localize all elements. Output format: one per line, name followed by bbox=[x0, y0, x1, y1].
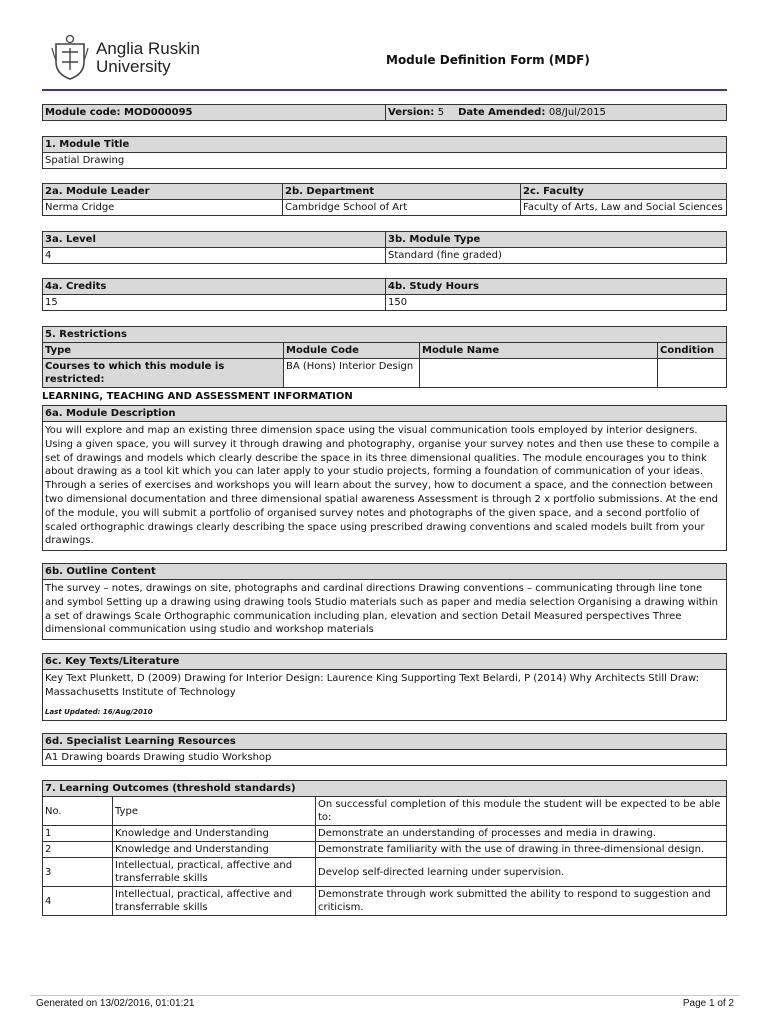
form-title: Module Definition Form (MDF) bbox=[386, 53, 590, 67]
col-outcome: On successful completion of this module the student will be expected to be able to: bbox=[318, 799, 721, 823]
table-row bbox=[43, 887, 726, 916]
learning-outcomes-heading: 7. Learning Outcomes (threshold standards) bbox=[43, 781, 726, 796]
col-type: Type bbox=[43, 343, 284, 358]
outline-content-heading: 6b. Outline Content bbox=[43, 564, 726, 579]
study-hours-value: 150 bbox=[388, 297, 408, 308]
faculty-label: 2c. Faculty bbox=[523, 186, 584, 197]
module-info-table bbox=[42, 104, 727, 121]
outcome-type: Intellectual, practical, affective and transferrable skills bbox=[113, 887, 316, 915]
version-value: 5 bbox=[437, 107, 445, 118]
last-updated: Last Updated: 16/Aug/2010 bbox=[45, 707, 153, 716]
col-condition: Condition bbox=[660, 345, 715, 356]
study-hours-label: 4b. Study Hours bbox=[388, 281, 479, 292]
module-code: MOD000095 bbox=[124, 107, 193, 118]
footer-rule bbox=[30, 995, 740, 996]
leader-label: 2a. Module Leader bbox=[43, 184, 283, 199]
restriction-row-condition bbox=[658, 359, 726, 387]
outcome-type: Intellectual, practical, affective and transferrable skills bbox=[113, 858, 316, 886]
dept-label: 2b. Department bbox=[283, 184, 521, 199]
leader-table bbox=[42, 183, 727, 216]
outline-content-table bbox=[42, 563, 727, 640]
module-description-text: You will explore and map an existing three dimension space using the visual communication tools employed by interior designers. Using a given space, you will survey it through drawing and photography, organise your survey notes and then use these to compile a set of drawings and models which clearly describe the space in its three dimensional qualities. The module encourages you to think about drawing as a tool kit which you can later apply to your studio projects, forming a foundation of communication of your ideas. Through a series of exercises and workshops you will learn about the survey, how to document a space, and the connection between two dimensional documentation and three dimensional spatial awareness Assessment is through 2 x portfolio submissions. At the end of the module, you will submit a portfolio of organised survey notes and photographs of the given space, and a second portfolio of scaled orthographic drawings clearly describing the space using prescribed drawing conventions and scaled models built from your drawings. bbox=[45, 425, 720, 547]
crest-icon bbox=[50, 34, 90, 80]
outcome-text: Demonstrate through work submitted the ability to respond to suggestion and criticism. bbox=[318, 889, 711, 913]
page-number: Page 1 of 2 bbox=[682, 998, 734, 1009]
restrictions-heading: 5. Restrictions bbox=[43, 327, 726, 342]
col-module-code: Module Code bbox=[284, 343, 420, 358]
university-logo bbox=[50, 32, 220, 84]
level-table bbox=[42, 231, 727, 264]
outcome-type: Knowledge and Understanding bbox=[113, 842, 316, 857]
outcome-text: Develop self-directed learning under supervision. bbox=[318, 866, 565, 878]
outcome-no: 3 bbox=[43, 858, 113, 886]
credits-table bbox=[42, 278, 727, 311]
credits-value: 15 bbox=[43, 295, 386, 310]
outcome-text: Demonstrate an understanding of processes and media in drawing. bbox=[318, 828, 656, 839]
header-rule bbox=[42, 89, 727, 91]
logo-line-1: Anglia Ruskin bbox=[96, 39, 200, 58]
amended-value: 08/Jul/2015 bbox=[548, 107, 606, 118]
table-row bbox=[43, 858, 726, 887]
module-description-table bbox=[42, 405, 727, 551]
outcome-no: 1 bbox=[43, 826, 113, 841]
module-title-table bbox=[42, 136, 727, 169]
outline-content-text: The survey – notes, drawings on site, photographs and cardinal directions Drawing conventions – communicating through line tone and symbol Setting up a drawing using drawing tools Studio materials such as paper and media selection Organising a drawing within a set of drawings Scale Orthographic communication including plan, elevation and section Detail Measured perspectives Three dimensional communication using studio and workshop materials bbox=[45, 583, 719, 636]
version-cell: Version: 5 Date Amended: 08/Jul/2015 bbox=[388, 107, 606, 118]
faculty-value: Faculty of Arts, Law and Social Sciences bbox=[523, 202, 723, 213]
outcome-no: 4 bbox=[43, 887, 113, 915]
generated-timestamp: Generated on 13/02/2016, 01:01:21 bbox=[36, 998, 195, 1009]
learning-resources-table bbox=[42, 733, 727, 766]
learning-outcomes-table bbox=[42, 780, 727, 916]
level-value: 4 bbox=[43, 248, 386, 263]
page-header bbox=[42, 32, 727, 92]
outcome-no: 2 bbox=[43, 842, 113, 857]
module-type-value: Standard (fine graded) bbox=[388, 250, 502, 261]
learning-resources-heading: 6d. Specialist Learning Resources bbox=[43, 734, 726, 749]
module-code-cell: Module code: MOD000095 bbox=[43, 105, 386, 120]
restrictions-table bbox=[42, 326, 727, 388]
key-texts-heading: 6c. Key Texts/Literature bbox=[43, 654, 726, 669]
col-module-name: Module Name bbox=[420, 343, 658, 358]
col-outcome-type: Type bbox=[113, 797, 316, 825]
col-no: No. bbox=[43, 797, 113, 825]
module-title-value: Spatial Drawing bbox=[45, 155, 125, 166]
dept-value: Cambridge School of Art bbox=[283, 200, 521, 215]
key-texts-table bbox=[42, 653, 727, 721]
outcome-type: Knowledge and Understanding bbox=[113, 826, 316, 841]
learning-resources-text: A1 Drawing boards Drawing studio Workshop bbox=[45, 752, 272, 763]
table-row bbox=[43, 842, 726, 858]
outcome-text: Demonstrate familiarity with the use of drawing in three-dimensional design. bbox=[318, 844, 705, 855]
restriction-row-name bbox=[420, 359, 658, 387]
ltai-heading: LEARNING, TEACHING AND ASSESSMENT INFORMATION bbox=[42, 391, 353, 402]
logo-line-2: University bbox=[96, 57, 171, 76]
module-type-label: 3b. Module Type bbox=[388, 234, 481, 245]
credits-label: 4a. Credits bbox=[43, 279, 386, 294]
table-row bbox=[43, 826, 726, 842]
leader-value: Nerma Cridge bbox=[43, 200, 283, 215]
module-title-heading: 1. Module Title bbox=[43, 137, 726, 152]
level-label: 3a. Level bbox=[43, 232, 386, 247]
module-description-heading: 6a. Module Description bbox=[43, 406, 726, 421]
key-texts-text: Key Text Plunkett, D (2009) Drawing for Interior Design: Laurence King Supporting Text Belardi, P (2014) Why Architects Still Draw: Massachusetts Institute of Technology bbox=[45, 673, 699, 698]
restriction-row-code: BA (Hons) Interior Design bbox=[284, 359, 420, 387]
restriction-row-label: Courses to which this module is restricted: bbox=[43, 359, 284, 387]
